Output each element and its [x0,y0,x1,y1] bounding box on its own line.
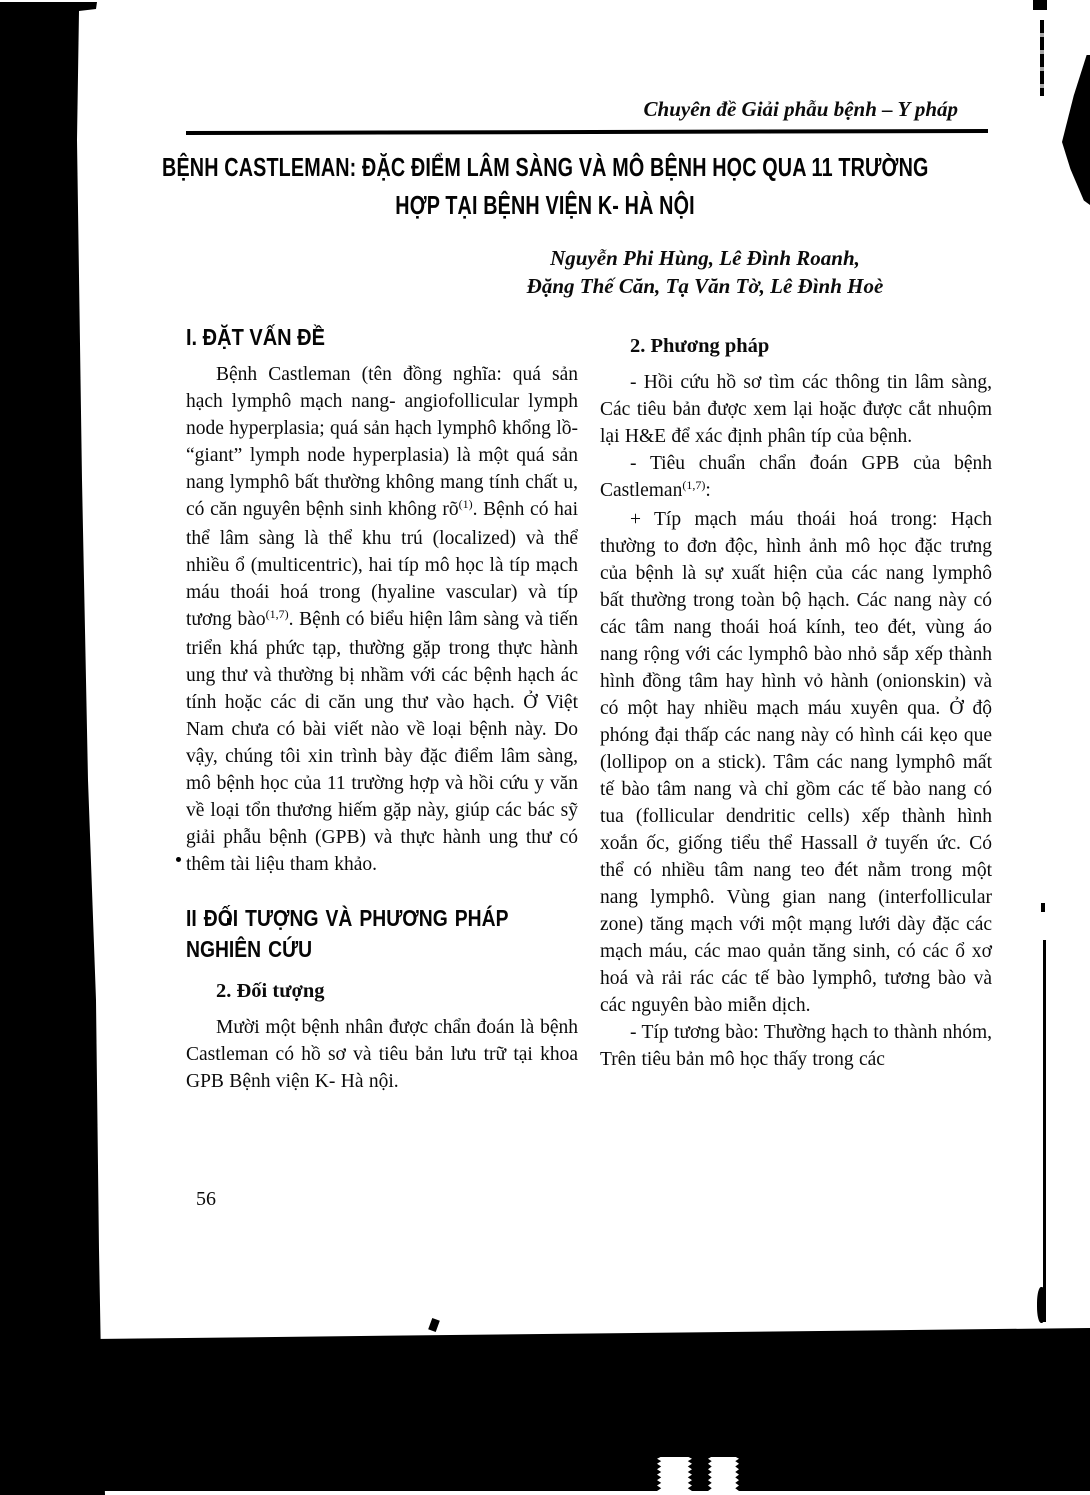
scan-sprocket-hole [708,1457,739,1491]
paragraph-introduction: Bệnh Castleman (tên đồng nghĩa: quá sản hạch lymphô mạch nang- angiofollicular lymph node hyperplasia; quá sản hạch lymphô khổng lồ- “giant” lymph node hyperplasia) là một quá sản nang lymphô bất thường không mang tính chất u, có căn nguyên bệnh sinh không $rõ^{(1)}$. Bệnh có hai thể lâm sàng là thể khu trú (localized) và thể nhiều ổ (multicentric), hai típ mô học là típ mạch máu thoái hoá trong (hyaline vascular) và típ tương bào$^{(1,7)}$. Bệnh có biểu hiện lâm sàng và tiến triển khá phức tạp, thường gặp trong thực hành ung thư và thường bị nhầm với các bệnh hạch ác tính hoặc các di căn ung thư vào hạch. Ở Việt Nam chưa có bài viết nào về loại bệnh này. Do vậy, chúng tôi xin trình bày đặc điểm lâm sàng, mô bệnh học của 11 trường hợp và hồi cứu y văn về loại tổn thương hiếm gặp này, giúp các bác sỹ giải phẫu bệnh (GPB) và thực hành ung thư có thêm tài liệu tham khảo. [186,364,578,875]
scan-tick-band-edge [428,1318,440,1332]
left-column [186,322,578,1095]
scan-bottom-band [0,1326,1090,1491]
paragraph-subjects: Mười một bệnh nhân được chẩn đoán là bệnh Castleman có hồ sơ và tiêu bản lưu trữ tại khoa GPB Bệnh viện K- Hà nội. [186,1017,578,1092]
article-title-line2: HỢP TẠI BỆNH VIỆN K- HÀ NỘI [395,190,695,220]
scan-vertical-line-right [1043,940,1046,1322]
page-number: 56 [196,1188,216,1210]
paragraph-method-records: - Hồi cứu hồ sơ tìm các thông tin lâm sàng, Các tiêu bản được xem lại hoặc được cắt nhuộm lại H&E để xác định phân típ của bệnh. [600,372,992,447]
paragraph-method-criteria: - Tiêu chuẩn chẩn đoán GPB của bệnh Castleman$^{(1,7)}$: [600,453,992,501]
header-rule [186,129,988,135]
scan-speck-left-margin [176,857,181,862]
scan-sprocket-hole [657,1457,692,1491]
author-line: Nguyễn Phi Hùng, Lê Đình Roanh, [550,246,860,270]
author-list [410,244,1000,300]
scan-blob-right [1037,1287,1046,1323]
scan-dash-line-right [1040,20,1044,96]
subheading-subjects: 2. Đối tượng [216,980,325,1002]
article-title-line1: BỆNH CASTLEMAN: ĐẶC ĐIỂM LÂM SÀNG VÀ MÔ BỆNH HỌC QUA 11 TRƯỜNG [161,152,929,182]
author-line: Đặng Thế Căn, Tạ Văn Tờ, Lê Đình Hoè [526,274,884,298]
subheading-method: 2. Phương pháp [630,335,770,357]
scan-speck-right [1041,903,1045,912]
scan-mark-top-right [1033,0,1047,10]
paragraph-hyaline-vascular-type: + Típ mạch máu thoái hoá trong: Hạch thường to đơn độc, hình ảnh mô học đặc trưng của bệnh là sự xuất hiện của các nang lymphô bất thường trong toàn bộ hạch. Các nang này có các tâm nang thoái hoá kính, teo đét, vùng áo nang rộng với các lymphô bào nhỏ sắp xếp thành hình đồng tâm hay hình vỏ hành (onionskin) và có một hay nhiều mạch máu xuyên qua. Ở độ phóng đại thấp các nang này có hình cái kẹo que (lollipop on a stick). Tâm các nang lymphô mất tế bào tâm nang và chỉ gồm các tế bào nang có tua (follicular dendritic cells) xếp thành hình xoắn ốc, giống tiểu thể Hassall ở tuyến ức. Có thể có nhiều tâm nang teo đét nằm trong một nang lymphô. Vùng gian nang (interfollicular zone) tăng mạch với một mạng lưới dày đặc các mạch máu, các mao quản tăng sinh, có các ổ xơ hoá và rải rác các tế bào lymphô, tương bào và các nguyên bào miễn dịch. [600,509,992,1016]
journal-section-header: Chuyên đề Giải phẫu bệnh – Y pháp [643,97,958,121]
right-column [600,333,992,1073]
paragraph-plasma-cell-type: - Típ tương bào: Thường hạch to thành nhóm, Trên tiêu bản mô học thấy trong các [600,1022,992,1070]
scan-gutter-shadow [0,0,105,1495]
section-heading-introduction: I. ĐẶT VẤN ĐỀ [186,324,325,350]
section-heading-methods: II ĐỐI TƯỢNG VÀ PHƯƠNG PHÁP NGHIÊN CỨU [186,905,509,962]
